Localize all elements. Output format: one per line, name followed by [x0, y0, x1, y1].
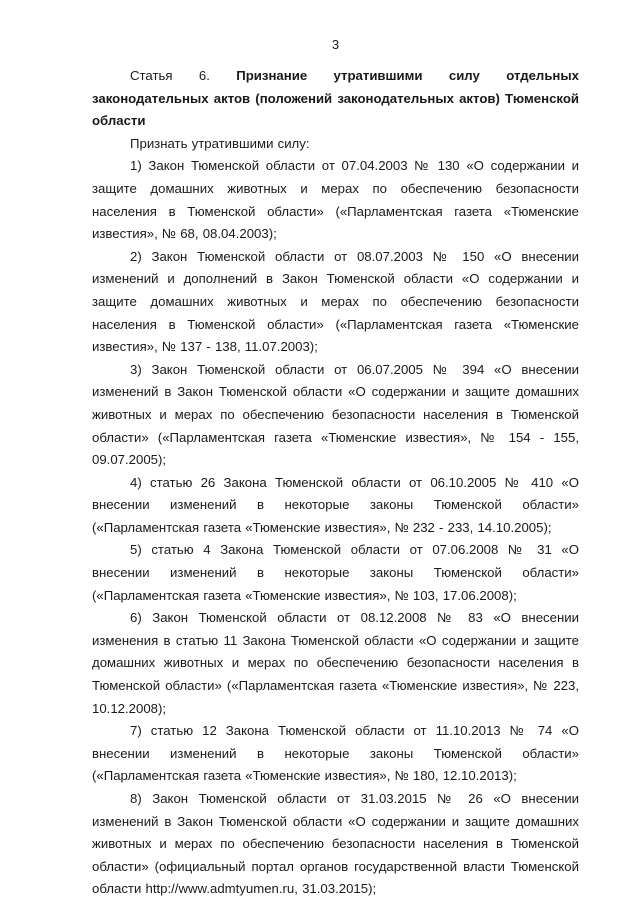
list-item-3: 3) Закон Тюменской области от 06.07.2005 № 394 «О внесении изменений в Закон Тюменской области «О содержании и защите домашних животных и мерах по обеспечению безопасности населения в Тюменской области» («Парламентская газета «Тюменские известия», № 154 - 155, 09.07.2005);: [92, 361, 579, 468]
article-heading: [92, 65, 579, 133]
list-item-2: 2) Закон Тюменской области от 08.07.2003 № 150 «О внесении изменений и дополнений в Закон Тюменской области «О содержании и защите домашних животных и мерах по обеспечению безопасности населения в Тюменской области» («Парламентская газета «Тюменские известия», № 137 - 138, 11.07.2003);: [92, 248, 579, 355]
list-item-7: 7) статью 12 Закона Тюменской области от 11.10.2013 № 74 «О внесении изменений в некоторые законы Тюменской области» («Парламентская газета «Тюменские известия», № 180, 12.10.2013);: [92, 723, 579, 784]
page-number: 3: [331, 37, 340, 52]
list-item-5: 5) статью 4 Закона Тюменской области от 07.06.2008 № 31 «О внесении изменений в некоторые законы Тюменской области» («Парламентская газета «Тюменские известия», № 103, 17.06.2008);: [92, 542, 579, 603]
list-item-1: 1) Закон Тюменской области от 07.04.2003 № 130 «О содержании и защите домашних животных и мерах по обеспечению безопасности населения в Тюменской области» («Парламентская газета «Тюменские известия», № 68, 08.04.2003);: [92, 158, 579, 242]
article-title: Признание утратившими силу отдельных законодательных актов (положений законодательных актов) Тюменской области: [92, 68, 579, 129]
intro-text: Признать утратившими силу:: [130, 135, 310, 151]
article-prefix: Статья 6.: [130, 68, 237, 83]
list-item-4: 4) статью 26 Закона Тюменской области от 06.10.2005 № 410 «О внесении изменений в некоторые законы Тюменской области» («Парламентская газета «Тюменские известия», № 232 - 233, 14.10.2005);: [92, 474, 579, 535]
list-item-6: 6) Закон Тюменской области от 08.12.2008 № 83 «О внесении изменения в статью 11 Закона Тюменской области «О содержании и защите домашних животных и мерах по обеспечению безопасности населения в Тюменской области» («Парламентская газета «Тюменские известия», № 223, 10.12.2008);: [92, 610, 579, 716]
list-item-8: 8) Закон Тюменской области от 31.03.2015 № 26 «О внесении изменений в Закон Тюменской области «О содержании и защите домашних животных и мерах по обеспечению безопасности населения в Тюменской области» (официальный портал органов государственной власти Тюменской области http://www.admtyumen.ru, 31.03.2015);: [92, 791, 579, 897]
document-body: [92, 65, 579, 901]
